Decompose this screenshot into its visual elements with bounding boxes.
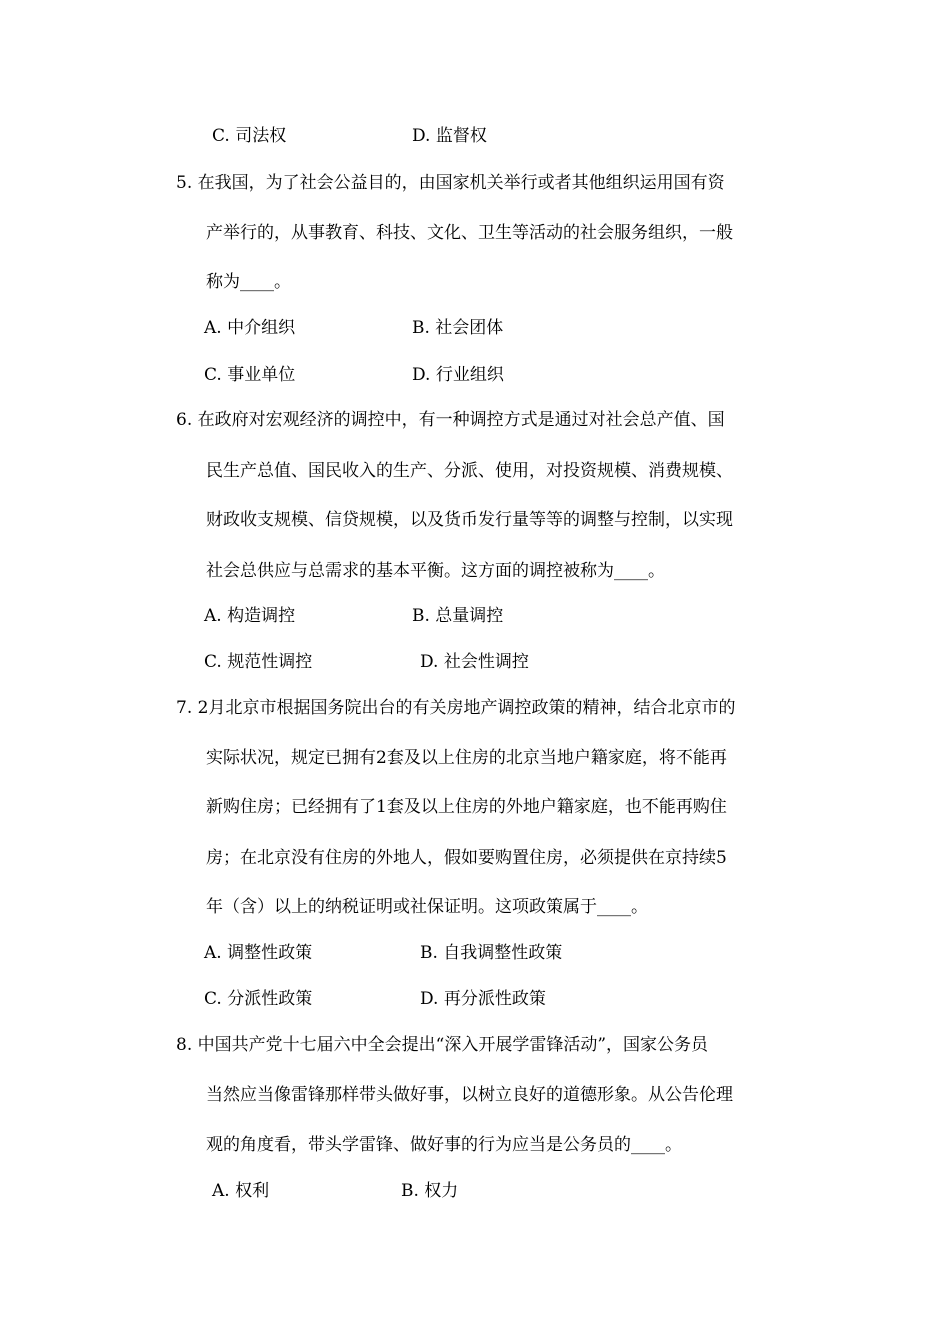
q4-option-c: C. 司法权 <box>212 126 287 146</box>
q8-stem-line-2: 当然应当像雷锋那样带头做好事，以树立良好的道德形象。从公告伦理 <box>206 1085 733 1105</box>
q5-stem-line-1: 5. 在我国，为了社会公益目的，由国家机关举行或者其他组织运用国有资 <box>176 173 725 193</box>
q7-option-c: C. 分派性政策 <box>204 989 313 1009</box>
q6-option-c: C. 规范性调控 <box>204 652 313 672</box>
q7-option-d: D. 再分派性政策 <box>420 989 546 1009</box>
q7-stem-line-5: 年（含）以上的纳税证明或社保证明。这项政策属于____。 <box>206 897 648 917</box>
q7-option-a: A. 调整性政策 <box>204 943 313 963</box>
q8-stem-line-3: 观的角度看，带头学雷锋、做好事的行为应当是公务员的____。 <box>206 1135 682 1155</box>
q5-option-c: C. 事业单位 <box>204 365 296 385</box>
q6-stem-line-3: 财政收支规模、信贷规模，以及货币发行量等等的调整与控制，以实现 <box>206 510 733 530</box>
q4-option-d: D. 监督权 <box>412 126 487 146</box>
q8-option-b: B. 权力 <box>401 1181 459 1201</box>
q8-stem-line-1: 8. 中国共产党十七届六中全会提出“深入开展学雷锋活动”，国家公务员 <box>176 1035 709 1055</box>
q8-option-a: A. 权利 <box>212 1181 270 1201</box>
q6-option-b: B. 总量调控 <box>412 606 504 626</box>
q6-stem-line-1: 6. 在政府对宏观经济的调控中，有一种调控方式是通过对社会总产值、国 <box>176 410 725 430</box>
q6-option-d: D. 社会性调控 <box>420 652 529 672</box>
q7-stem-line-4: 房；在北京没有住房的外地人，假如要购置住房，必须提供在京持续5 <box>206 848 727 868</box>
q7-stem-line-1: 7. 2月北京市根据国务院出台的有关房地产调控政策的精神，结合北京市的 <box>176 698 736 718</box>
q5-stem-line-2: 产举行的，从事教育、科技、文化、卫生等活动的社会服务组织，一般 <box>206 223 733 243</box>
q5-option-a: A. 中介组织 <box>204 318 296 338</box>
q5-stem-line-3: 称为____。 <box>206 272 291 292</box>
q6-stem-line-2: 民生产总值、国民收入的生产、分派、使用，对投资规模、消费规模、 <box>206 461 733 481</box>
q7-stem-line-3: 新购住房；已经拥有了1套及以上住房的外地户籍家庭，也不能再购住 <box>206 797 727 817</box>
q5-option-d: D. 行业组织 <box>412 365 504 385</box>
q6-stem-line-4: 社会总供应与总需求的基本平衡。这方面的调控被称为____。 <box>206 561 665 581</box>
q7-option-b: B. 自我调整性政策 <box>420 943 563 963</box>
q6-option-a: A. 构造调控 <box>204 606 296 626</box>
q5-option-b: B. 社会团体 <box>412 318 504 338</box>
q7-stem-line-2: 实际状况，规定已拥有2套及以上住房的北京当地户籍家庭，将不能再 <box>206 748 727 768</box>
